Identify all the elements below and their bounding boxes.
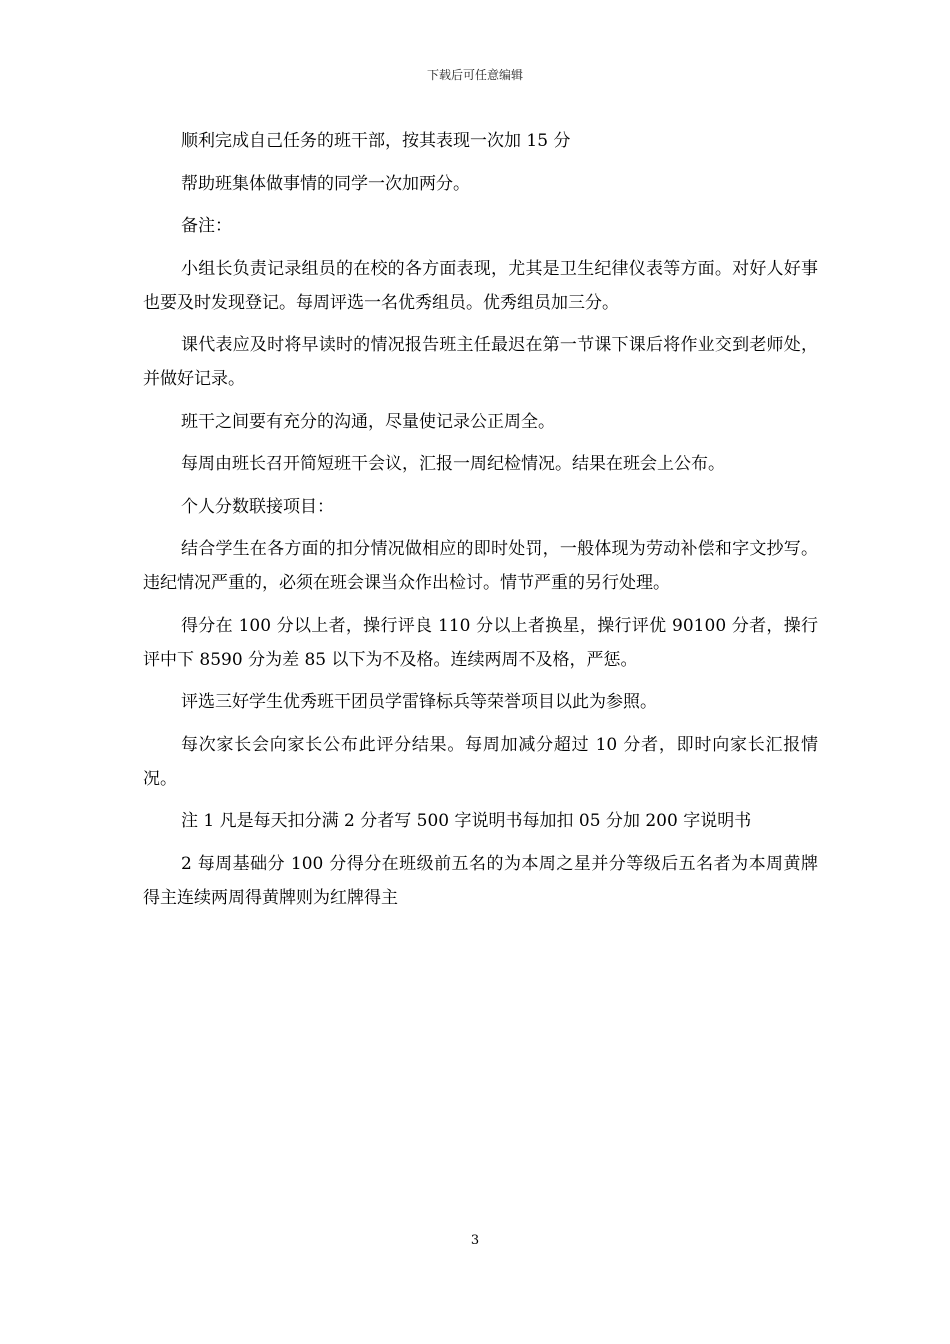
paragraph: 每次家长会向家长公布此评分结果。每周加减分超过 10 分者，即时向家长汇报情况。 xyxy=(143,734,818,789)
paragraph: 注 1 凡是每天扣分满 2 分者写 500 字说明书每加扣 05 分加 200 字说明书 xyxy=(181,811,752,831)
paragraph: 个人分数联接项目： xyxy=(181,496,334,517)
paragraph: 小组长负责记录组员的在校的各方面表现，尤其是卫生纪律仪表等方面。对好人好事也要及时发现登记。每周评选一名优秀组员。优秀组员加三分。 xyxy=(143,258,818,313)
paragraph: 备注： xyxy=(181,216,232,236)
paragraph: 班干之间要有充分的沟通，尽量使记录公正周全。 xyxy=(181,411,555,432)
paragraph: 帮助班集体做事情的同学一次加两分。 xyxy=(181,173,470,194)
paragraph: 2 每周基础分 100 分得分在班级前五名的为本周之星并分等级后五名者为本周黄牌得主连续两周得黄牌则为红牌得主 xyxy=(143,853,818,908)
page-header: 下载后可任意编辑 xyxy=(426,68,523,82)
paragraph: 顺利完成自己任务的班干部，按其表现一次加 15 分 xyxy=(181,131,571,151)
paragraph: 得分在 100 分以上者，操行评良 110 分以上者换星，操行评优 90100 分者，操行评中下 8590 分为差 85 以下为不及格。连续两周不及格，严惩。 xyxy=(143,615,818,670)
page-number: 3 xyxy=(470,1233,480,1248)
document-body xyxy=(143,124,818,923)
paragraph: 课代表应及时将早读时的情况报告班主任最迟在第一节课下课后将作业交到老师处，并做好记录。 xyxy=(143,335,818,389)
paragraph: 评选三好学生优秀班干团员学雷锋标兵等荣誉项目以此为参照。 xyxy=(181,692,657,712)
paragraph: 每周由班长召开简短班干会议，汇报一周纪检情况。结果在班会上公布。 xyxy=(181,454,725,474)
paragraph: 结合学生在各方面的扣分情况做相应的即时处罚，一般体现为劳动补偿和字文抄写。违纪情况严重的，必须在班会课当众作出检讨。情节严重的另行处理。 xyxy=(143,539,818,593)
